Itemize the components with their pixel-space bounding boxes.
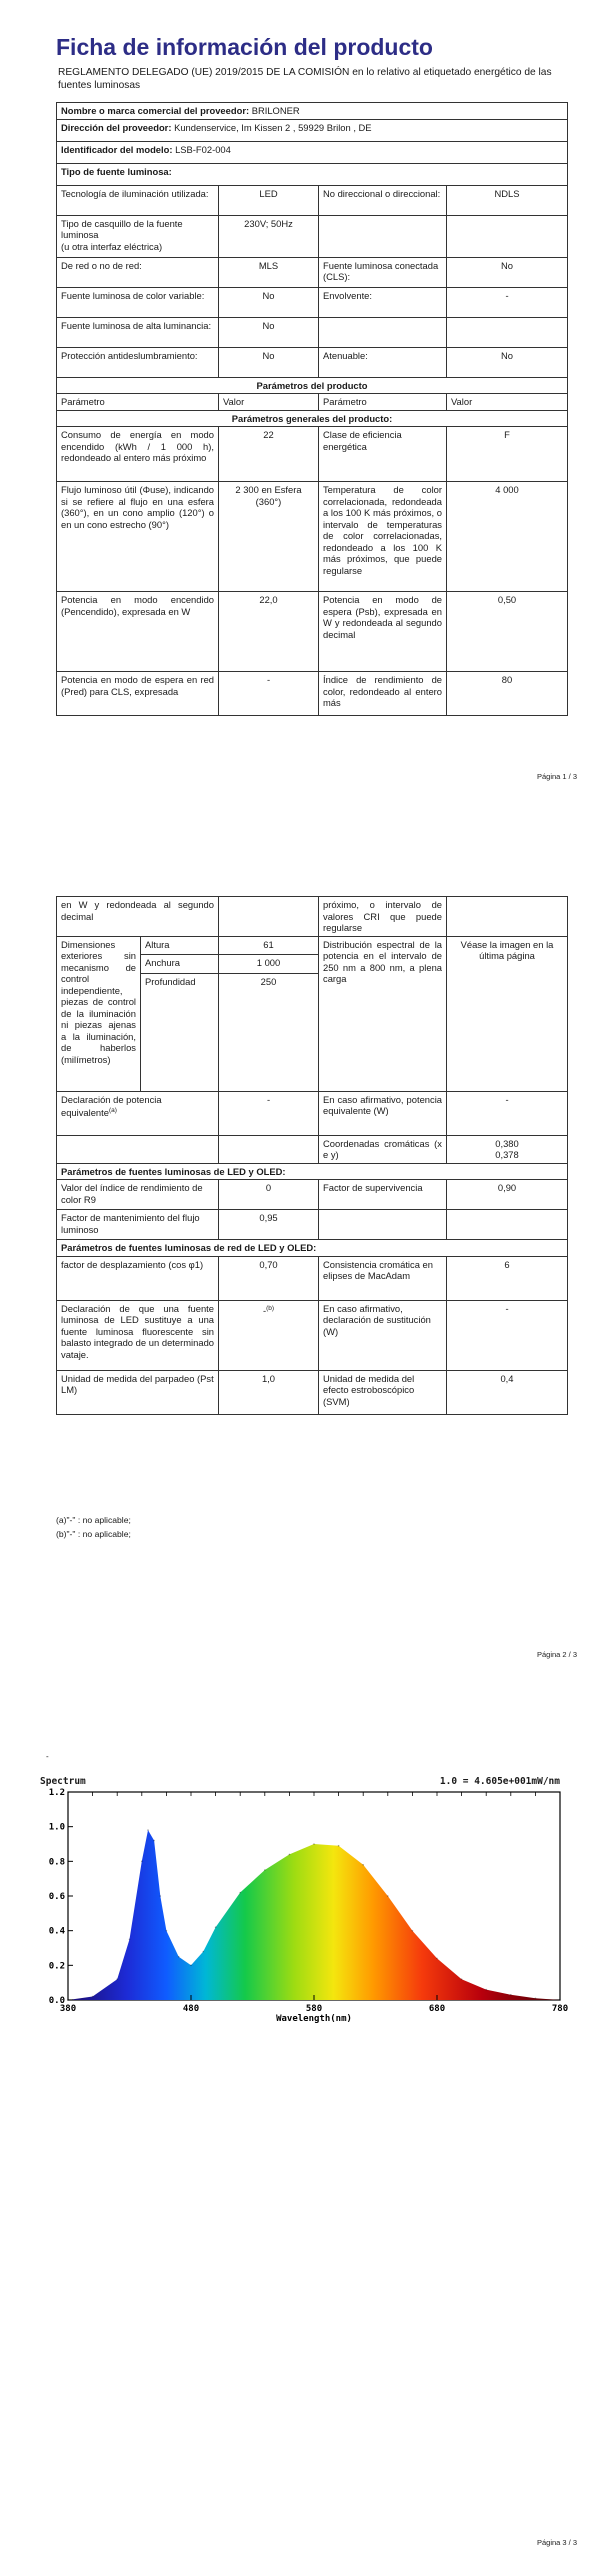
spectrum-point	[239, 1892, 241, 1894]
connected-label: Fuente luminosa conectada (CLS):	[319, 257, 447, 287]
page-2	[0, 860, 603, 1680]
chromaticity-x: 0,380	[495, 1137, 519, 1149]
svm-value: 0,4	[447, 1370, 568, 1414]
footnote-a: (a)"-" : no aplicable;	[56, 1515, 131, 1525]
page-number-3: Página 3 / 3	[536, 2538, 577, 2547]
envelope-value: -	[447, 287, 568, 317]
page-number-1: Página 1 / 3	[536, 772, 577, 781]
spectrum-point	[141, 1861, 143, 1863]
on-mode-power-label: Potencia en modo encendido (Pencendido), expresada en W	[57, 592, 219, 672]
chart-scale-note: 1.0 = 4.605e+001mW/nm	[439, 1776, 560, 1787]
x-tick-label: 680	[428, 2004, 446, 2014]
equivalent-power-decl-label: Declaración de potencia equivalente$^{(a)}$	[57, 1091, 219, 1135]
tech-value: LED	[219, 185, 319, 215]
mains-led-heading: Parámetros de fuentes luminosas de red de LED y OLED:	[57, 1240, 568, 1257]
equivalent-power-decl-value: -	[219, 1091, 319, 1135]
cap-cell	[57, 215, 219, 257]
dimensions-label: Dimensiones exteriores sin mecanismo de control independiente, piezas de control de la iluminación ni piezas ajenas a la iluminación, de haberlos (milímetros)	[57, 936, 141, 1091]
y-tick-label: 0.8	[48, 1857, 65, 1868]
x-tick-label: 580	[305, 2004, 323, 2014]
energy-value: 22	[219, 427, 319, 482]
replacement-yes-label: En caso afirmativo, declaración de sustitución (W)	[319, 1300, 447, 1370]
spectrum-point	[153, 1840, 155, 1842]
flicker-value: 1,0	[219, 1370, 319, 1414]
high-luminance-value: No	[219, 317, 319, 347]
glare-label: Protección antideslumbramiento:	[57, 347, 219, 377]
spectrum-point	[160, 1895, 162, 1897]
x-axis-label: Wavelength(nm)	[276, 2014, 352, 2024]
equivalent-power-label: En caso afirmativo, potencia equivalente (W)	[319, 1091, 447, 1135]
r9-label: Valor del índice de rendimiento de color R9	[57, 1180, 219, 1210]
product-info-table-continued	[56, 896, 568, 1415]
y-tick-label: 0.4	[48, 1926, 65, 1937]
spectrum-area	[68, 1830, 560, 2000]
chromaticity-value	[447, 1135, 568, 1163]
efficiency-class-value: F	[447, 427, 568, 482]
width-label: Anchura	[141, 955, 219, 974]
spd-value: Véase la imagen en la última página	[447, 936, 568, 1091]
standby-power-label: Potencia en modo de espera (Psb), expresada en W y redondeada al segundo decimal	[319, 592, 447, 672]
depth-value: 250	[219, 973, 319, 1091]
cri-value: 80	[447, 672, 568, 716]
envelope-label: Envolvente:	[319, 287, 447, 317]
supplier-name-row	[57, 103, 568, 120]
spectrum-point	[387, 1895, 389, 1897]
efficiency-class-label: Clase de eficiencia energética	[319, 427, 447, 482]
col-header-param-2: Parámetro	[319, 394, 447, 411]
spectrum-point	[510, 1994, 512, 1996]
x-tick-label: 380	[59, 2004, 77, 2014]
maintenance-value: 0,95	[219, 1210, 319, 1240]
standby-power-value: 0,50	[447, 592, 568, 672]
glare-value: No	[219, 347, 319, 377]
depth-label: Profundidad	[141, 973, 219, 1091]
flux-label: Flujo luminoso útil (Φuse), indicando si se refiere al flujo en una esfera (360°), en un cono amplio (120°) o en un cono estrecho (90°)	[57, 482, 219, 592]
maintenance-label: Factor de mantenimiento del flujo luminoso	[57, 1210, 219, 1240]
spectrum-point	[166, 1930, 168, 1932]
macadam-label: Consistencia cromática en elipses de MacAdam	[319, 1256, 447, 1300]
product-info-table	[56, 102, 568, 716]
equivalent-power-value: -	[447, 1091, 568, 1135]
spectrum-point	[116, 1978, 118, 1980]
regulation-text: REGLAMENTO DELEGADO (UE) 2019/2015 DE LA COMISIÓN en lo relativo al etiquetado energético de las fuentes luminosas	[58, 67, 552, 91]
r9-value: 0	[219, 1180, 319, 1210]
replacement-decl-label: Declaración de que una fuente luminosa de LED sustituye a una fuente luminosa fluorescente sin balasto integrado de un determinado vataje.	[57, 1300, 219, 1370]
spectrum-point	[178, 1956, 180, 1958]
supplier-name-label: Nombre o marca comercial del proveedor:	[61, 105, 250, 116]
cct-value: 4 000	[447, 482, 568, 592]
model-label: Identificador del modelo:	[61, 143, 173, 155]
spectrum-point	[289, 1854, 291, 1856]
light-source-type-heading: Tipo de fuente luminosa:	[57, 163, 568, 185]
y-tick-label: 0.2	[48, 1961, 65, 1972]
spectrum-point	[215, 1926, 217, 1928]
replacement-decl-value: -$^{(b)}$	[219, 1300, 319, 1370]
spectrum-point	[203, 1951, 205, 1953]
color-variable-label: Fuente luminosa de color variable:	[57, 287, 219, 317]
y-tick-label: 0.0	[48, 1996, 65, 2006]
high-luminance-label: Fuente luminosa de alta luminancia:	[57, 317, 219, 347]
cap-value: 230V; 50Hz	[219, 215, 319, 257]
height-label: Altura	[141, 936, 219, 955]
cap-label: Tipo de casquillo de la fuente luminosa	[61, 217, 183, 240]
x-tick-label: 780	[551, 2004, 568, 2014]
y-tick-label: 0.6	[48, 1892, 65, 1902]
spectrum-point	[190, 1965, 192, 1967]
chart-title: Spectrum	[40, 1776, 86, 1787]
spectrum-point	[412, 1930, 414, 1932]
directional-label: No direccional o direccional:	[319, 185, 447, 215]
spectrum-point	[535, 1998, 537, 2000]
spectrum-point	[92, 1996, 94, 1998]
spectrum-point	[338, 1845, 340, 1847]
page-number-2: Página 2 / 3	[536, 1650, 577, 1659]
spectrum-chart: - Spectrum 1.0 = 4.605e+001mW/nm 0.0 0.2 0.4 0.6 0.8 1.0 1.2 380 480 580 680 780 Wavelength(nm)	[40, 1788, 568, 2038]
supplier-address-value: Kundenservice, Im Kissen 2 , 59929 Brilon , DE	[174, 121, 372, 133]
spectrum-point	[313, 1843, 315, 1845]
flux-value: 2 300 en Esfera (360°)	[219, 482, 319, 592]
color-variable-value: No	[219, 287, 319, 317]
networked-standby-value: -	[219, 672, 319, 716]
spectrum-point	[129, 1939, 131, 1941]
replacement-yes-value: -	[447, 1300, 568, 1370]
spd-label: Distribución espectral de la potencia en el intervalo de 250 nm a 800 nm, a plena carga	[319, 936, 447, 1091]
connected-value: No	[447, 257, 568, 287]
macadam-value: 6	[447, 1256, 568, 1300]
chromaticity-y: 0,378	[495, 1149, 519, 1160]
networked-standby-label: Potencia en modo de espera en red (Pred) para CLS, expresada	[57, 672, 219, 716]
dimmable-value: No	[447, 347, 568, 377]
on-mode-power-value: 22,0	[219, 592, 319, 672]
displacement-value: 0,70	[219, 1256, 319, 1300]
model-row	[57, 141, 568, 163]
model-value: LSB-F02-004	[175, 143, 231, 155]
page-title: Ficha de información del producto	[56, 34, 433, 60]
product-params-heading: Parámetros del producto	[57, 377, 568, 394]
col-header-param-1: Parámetro	[57, 394, 219, 411]
tech-label: Tecnología de iluminación utilizada:	[57, 185, 219, 215]
spectrum-point	[362, 1864, 364, 1866]
displacement-label: factor de desplazamiento (cos φ1)	[57, 1256, 219, 1300]
spectrum-point	[436, 1958, 438, 1960]
cap-sub-label: (u otra interfaz eléctrica)	[61, 240, 163, 252]
supplier-address-row	[57, 119, 568, 141]
dimmable-label: Atenuable:	[319, 347, 447, 377]
mains-value: MLS	[219, 257, 319, 287]
cct-label: Temperatura de color correlacionada, redondeada a los 100 K más próximos, o intervalo de temperaturas de color correlacionadas, redondeado a los 100 K más próximos, que puede regularse	[319, 482, 447, 592]
directional-value: NDLS	[447, 185, 568, 215]
svm-label: Unidad de medida del efecto estroboscópico (SVM)	[319, 1370, 447, 1414]
width-value: 1 000	[219, 955, 319, 974]
footnote-b: (b)"-" : no aplicable;	[56, 1529, 131, 1539]
col-header-value-1: Valor	[219, 394, 319, 411]
led-params-heading: Parámetros de fuentes luminosas de LED y OLED:	[57, 1163, 568, 1180]
survival-value: 0,90	[447, 1180, 568, 1210]
x-tick-label: 480	[182, 2004, 200, 2014]
y-tick-label: 1.0	[48, 1822, 65, 1833]
supplier-address-label: Dirección del proveedor:	[61, 121, 172, 133]
survival-label: Factor de supervivencia	[319, 1180, 447, 1210]
spectrum-point	[461, 1978, 463, 1980]
chromaticity-label: Coordenadas cromáticas (x e y)	[319, 1135, 447, 1163]
energy-label: Consumo de energía en modo encendido (kWh / 1 000 h), redondeado al entero más próximo	[57, 427, 219, 482]
spectrum-point	[485, 1989, 487, 1991]
page-1	[0, 0, 603, 781]
flicker-label: Unidad de medida del parpadeo (Pst LM)	[57, 1370, 219, 1414]
y-tick-label: 1.2	[48, 1788, 65, 1798]
spectrum-point	[147, 1829, 149, 1831]
supplier-name-value: BRILONER	[251, 105, 300, 116]
cri-label-cont: próximo, o intervalo de valores CRI que puede regularse	[319, 897, 447, 937]
spectrum-point	[264, 1869, 266, 1871]
height-value: 61	[219, 936, 319, 955]
col-header-value-2: Valor	[447, 394, 568, 411]
cri-label: Índice de rendimiento de color, redondeado al entero más	[319, 672, 447, 716]
spectrum-plot	[40, 1788, 568, 2038]
mains-label: De red o no de red:	[57, 257, 219, 287]
general-params-heading: Parámetros generales del producto:	[57, 410, 568, 427]
networked-standby-label-cont: en W y redondeada al segundo decimal	[57, 897, 219, 937]
